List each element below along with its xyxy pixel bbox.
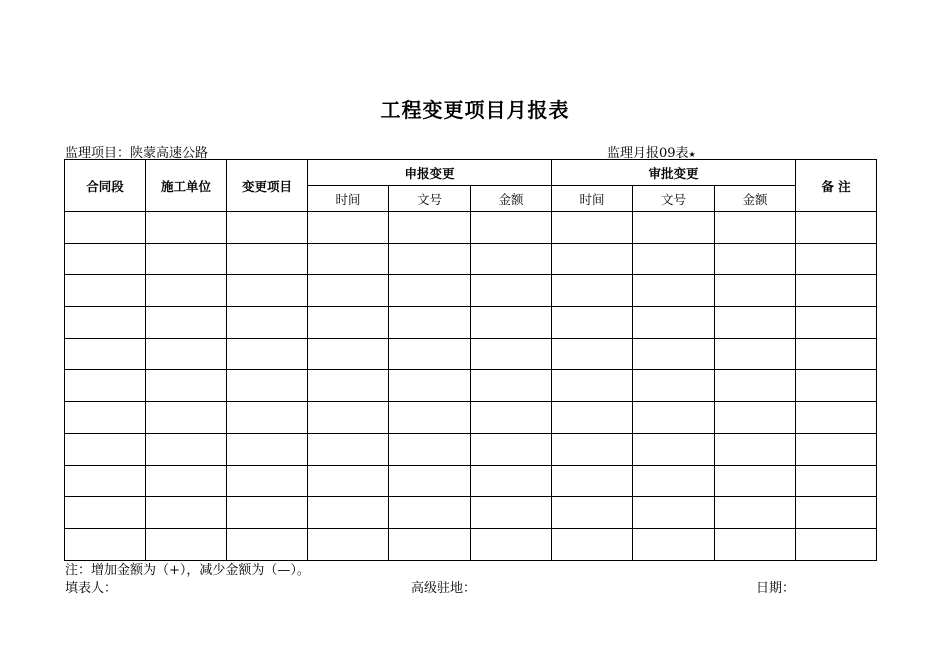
table-cell[interactable] xyxy=(227,497,308,529)
table-cell[interactable] xyxy=(389,402,471,434)
table-row xyxy=(65,338,877,370)
table-cell[interactable] xyxy=(146,402,227,434)
table-cell[interactable] xyxy=(552,307,633,339)
table-cell[interactable] xyxy=(633,497,715,529)
table-cell[interactable] xyxy=(715,275,796,307)
table-cell[interactable] xyxy=(715,307,796,339)
table-cell[interactable] xyxy=(471,465,552,497)
table-cell[interactable] xyxy=(796,370,877,402)
table-cell[interactable] xyxy=(796,433,877,465)
header-contract-section: 合同段 xyxy=(65,160,146,212)
table-cell[interactable] xyxy=(552,528,633,560)
date-label: 日期： xyxy=(756,581,796,596)
table-cell[interactable] xyxy=(308,402,389,434)
table-cell[interactable] xyxy=(471,243,552,275)
table-cell[interactable] xyxy=(552,338,633,370)
table-cell[interactable] xyxy=(715,338,796,370)
table-cell[interactable] xyxy=(308,528,389,560)
table-cell[interactable] xyxy=(552,212,633,244)
header-approved-change: 审批变更 xyxy=(552,160,796,186)
table-cell[interactable] xyxy=(308,465,389,497)
table-cell[interactable] xyxy=(227,338,308,370)
table-cell[interactable] xyxy=(633,528,715,560)
table-cell[interactable] xyxy=(715,370,796,402)
header-remarks: 备 注 xyxy=(796,160,877,212)
table-cell[interactable] xyxy=(227,465,308,497)
table-cell[interactable] xyxy=(471,528,552,560)
subheader-declared-time: 时间 xyxy=(308,186,389,212)
table-row xyxy=(65,433,877,465)
table-cell[interactable] xyxy=(227,433,308,465)
dot-mark-icon: ★ xyxy=(688,150,696,159)
header-contractor: 施工单位 xyxy=(146,160,227,212)
table-cell[interactable] xyxy=(633,338,715,370)
table-cell[interactable] xyxy=(146,275,227,307)
table-row xyxy=(65,307,877,339)
table-cell[interactable] xyxy=(146,433,227,465)
table-cell[interactable] xyxy=(65,465,146,497)
table-cell[interactable] xyxy=(552,243,633,275)
table-cell[interactable] xyxy=(65,370,146,402)
table-cell[interactable] xyxy=(65,528,146,560)
table-cell[interactable] xyxy=(65,307,146,339)
subheader-approved-doc-no: 文号 xyxy=(633,186,715,212)
table-cell[interactable] xyxy=(796,307,877,339)
table-cell[interactable] xyxy=(65,243,146,275)
table-cell[interactable] xyxy=(146,307,227,339)
table-cell[interactable] xyxy=(552,275,633,307)
table-cell[interactable] xyxy=(552,433,633,465)
table-cell[interactable] xyxy=(471,338,552,370)
table-cell[interactable] xyxy=(227,402,308,434)
table-cell[interactable] xyxy=(389,497,471,529)
table-cell[interactable] xyxy=(552,370,633,402)
table-cell[interactable] xyxy=(65,338,146,370)
table-cell[interactable] xyxy=(389,465,471,497)
table-row xyxy=(65,370,877,402)
table-cell[interactable] xyxy=(146,370,227,402)
form-title: 工程变更项目月报表 xyxy=(380,98,570,122)
table-cell[interactable] xyxy=(308,338,389,370)
table-cell[interactable] xyxy=(146,243,227,275)
table-cell[interactable] xyxy=(65,212,146,244)
table-cell[interactable] xyxy=(308,497,389,529)
table-body xyxy=(65,212,877,561)
table-cell[interactable] xyxy=(796,212,877,244)
table-cell[interactable] xyxy=(65,497,146,529)
form-number-text: 监理月报09表 xyxy=(607,146,689,161)
table-row xyxy=(65,243,877,275)
table-cell[interactable] xyxy=(715,433,796,465)
table-cell[interactable] xyxy=(471,370,552,402)
table-row xyxy=(65,275,877,307)
header-declared-change: 申报变更 xyxy=(308,160,552,186)
table-cell[interactable] xyxy=(227,370,308,402)
subheader-approved-time: 时间 xyxy=(552,186,633,212)
table-cell[interactable] xyxy=(796,275,877,307)
table-cell[interactable] xyxy=(715,465,796,497)
header-change-item: 变更项目 xyxy=(227,160,308,212)
table-cell[interactable] xyxy=(65,433,146,465)
table-cell[interactable] xyxy=(227,275,308,307)
table-cell[interactable] xyxy=(471,497,552,529)
table-cell[interactable] xyxy=(796,338,877,370)
table-cell[interactable] xyxy=(389,307,471,339)
table-cell[interactable] xyxy=(389,338,471,370)
table-cell[interactable] xyxy=(146,212,227,244)
table-row xyxy=(65,465,877,497)
table-cell[interactable] xyxy=(715,243,796,275)
table-cell[interactable] xyxy=(796,465,877,497)
table-cell[interactable] xyxy=(715,402,796,434)
table-cell[interactable] xyxy=(389,212,471,244)
table-cell[interactable] xyxy=(796,243,877,275)
table-row xyxy=(65,497,877,529)
table-cell[interactable] xyxy=(308,243,389,275)
table-cell[interactable] xyxy=(308,212,389,244)
table-cell[interactable] xyxy=(146,465,227,497)
table-row xyxy=(65,402,877,434)
table-cell[interactable] xyxy=(389,433,471,465)
project-label: 监理项目：陕蒙高速公路 xyxy=(65,146,209,161)
table-cell[interactable] xyxy=(146,497,227,529)
table-cell[interactable] xyxy=(552,465,633,497)
table-cell[interactable] xyxy=(471,433,552,465)
subheader-approved-amount: 金额 xyxy=(715,186,796,212)
subheader-declared-doc-no: 文号 xyxy=(389,186,471,212)
table-cell[interactable] xyxy=(308,433,389,465)
table-cell[interactable] xyxy=(715,497,796,529)
table-cell[interactable] xyxy=(796,402,877,434)
table-cell[interactable] xyxy=(633,243,715,275)
table-cell[interactable] xyxy=(471,307,552,339)
table-row xyxy=(65,528,877,560)
table-cell[interactable] xyxy=(633,212,715,244)
table-cell[interactable] xyxy=(146,528,227,560)
table-cell[interactable] xyxy=(471,275,552,307)
table-cell[interactable] xyxy=(146,338,227,370)
table-cell[interactable] xyxy=(633,433,715,465)
table-cell[interactable] xyxy=(633,370,715,402)
table-cell[interactable] xyxy=(227,243,308,275)
table-cell[interactable] xyxy=(796,528,877,560)
table-cell[interactable] xyxy=(308,370,389,402)
table-cell[interactable] xyxy=(389,243,471,275)
table-cell[interactable] xyxy=(227,212,308,244)
table-cell[interactable] xyxy=(227,307,308,339)
table-cell[interactable] xyxy=(633,307,715,339)
table-cell[interactable] xyxy=(65,275,146,307)
table-cell[interactable] xyxy=(389,275,471,307)
senior-resident-label: 高级驻地： xyxy=(411,581,477,596)
subheader-declared-amount: 金额 xyxy=(471,186,552,212)
table-cell[interactable] xyxy=(471,402,552,434)
table-cell[interactable] xyxy=(633,465,715,497)
table-cell[interactable] xyxy=(308,275,389,307)
table-row xyxy=(65,212,877,244)
table-cell[interactable] xyxy=(715,528,796,560)
table-cell[interactable] xyxy=(796,497,877,529)
filled-by-label: 填表人： xyxy=(65,581,118,596)
table-cell[interactable] xyxy=(552,497,633,529)
table-cell[interactable] xyxy=(633,275,715,307)
table-cell[interactable] xyxy=(552,402,633,434)
table-cell[interactable] xyxy=(65,402,146,434)
table-cell[interactable] xyxy=(471,212,552,244)
table-cell[interactable] xyxy=(308,307,389,339)
table-cell[interactable] xyxy=(633,402,715,434)
change-report-table xyxy=(64,159,877,561)
table-cell[interactable] xyxy=(715,212,796,244)
table-cell[interactable] xyxy=(227,528,308,560)
table-cell[interactable] xyxy=(389,370,471,402)
table-cell[interactable] xyxy=(389,528,471,560)
amount-note: 注：增加金额为（+），减少金额为（—）。 xyxy=(65,563,310,578)
